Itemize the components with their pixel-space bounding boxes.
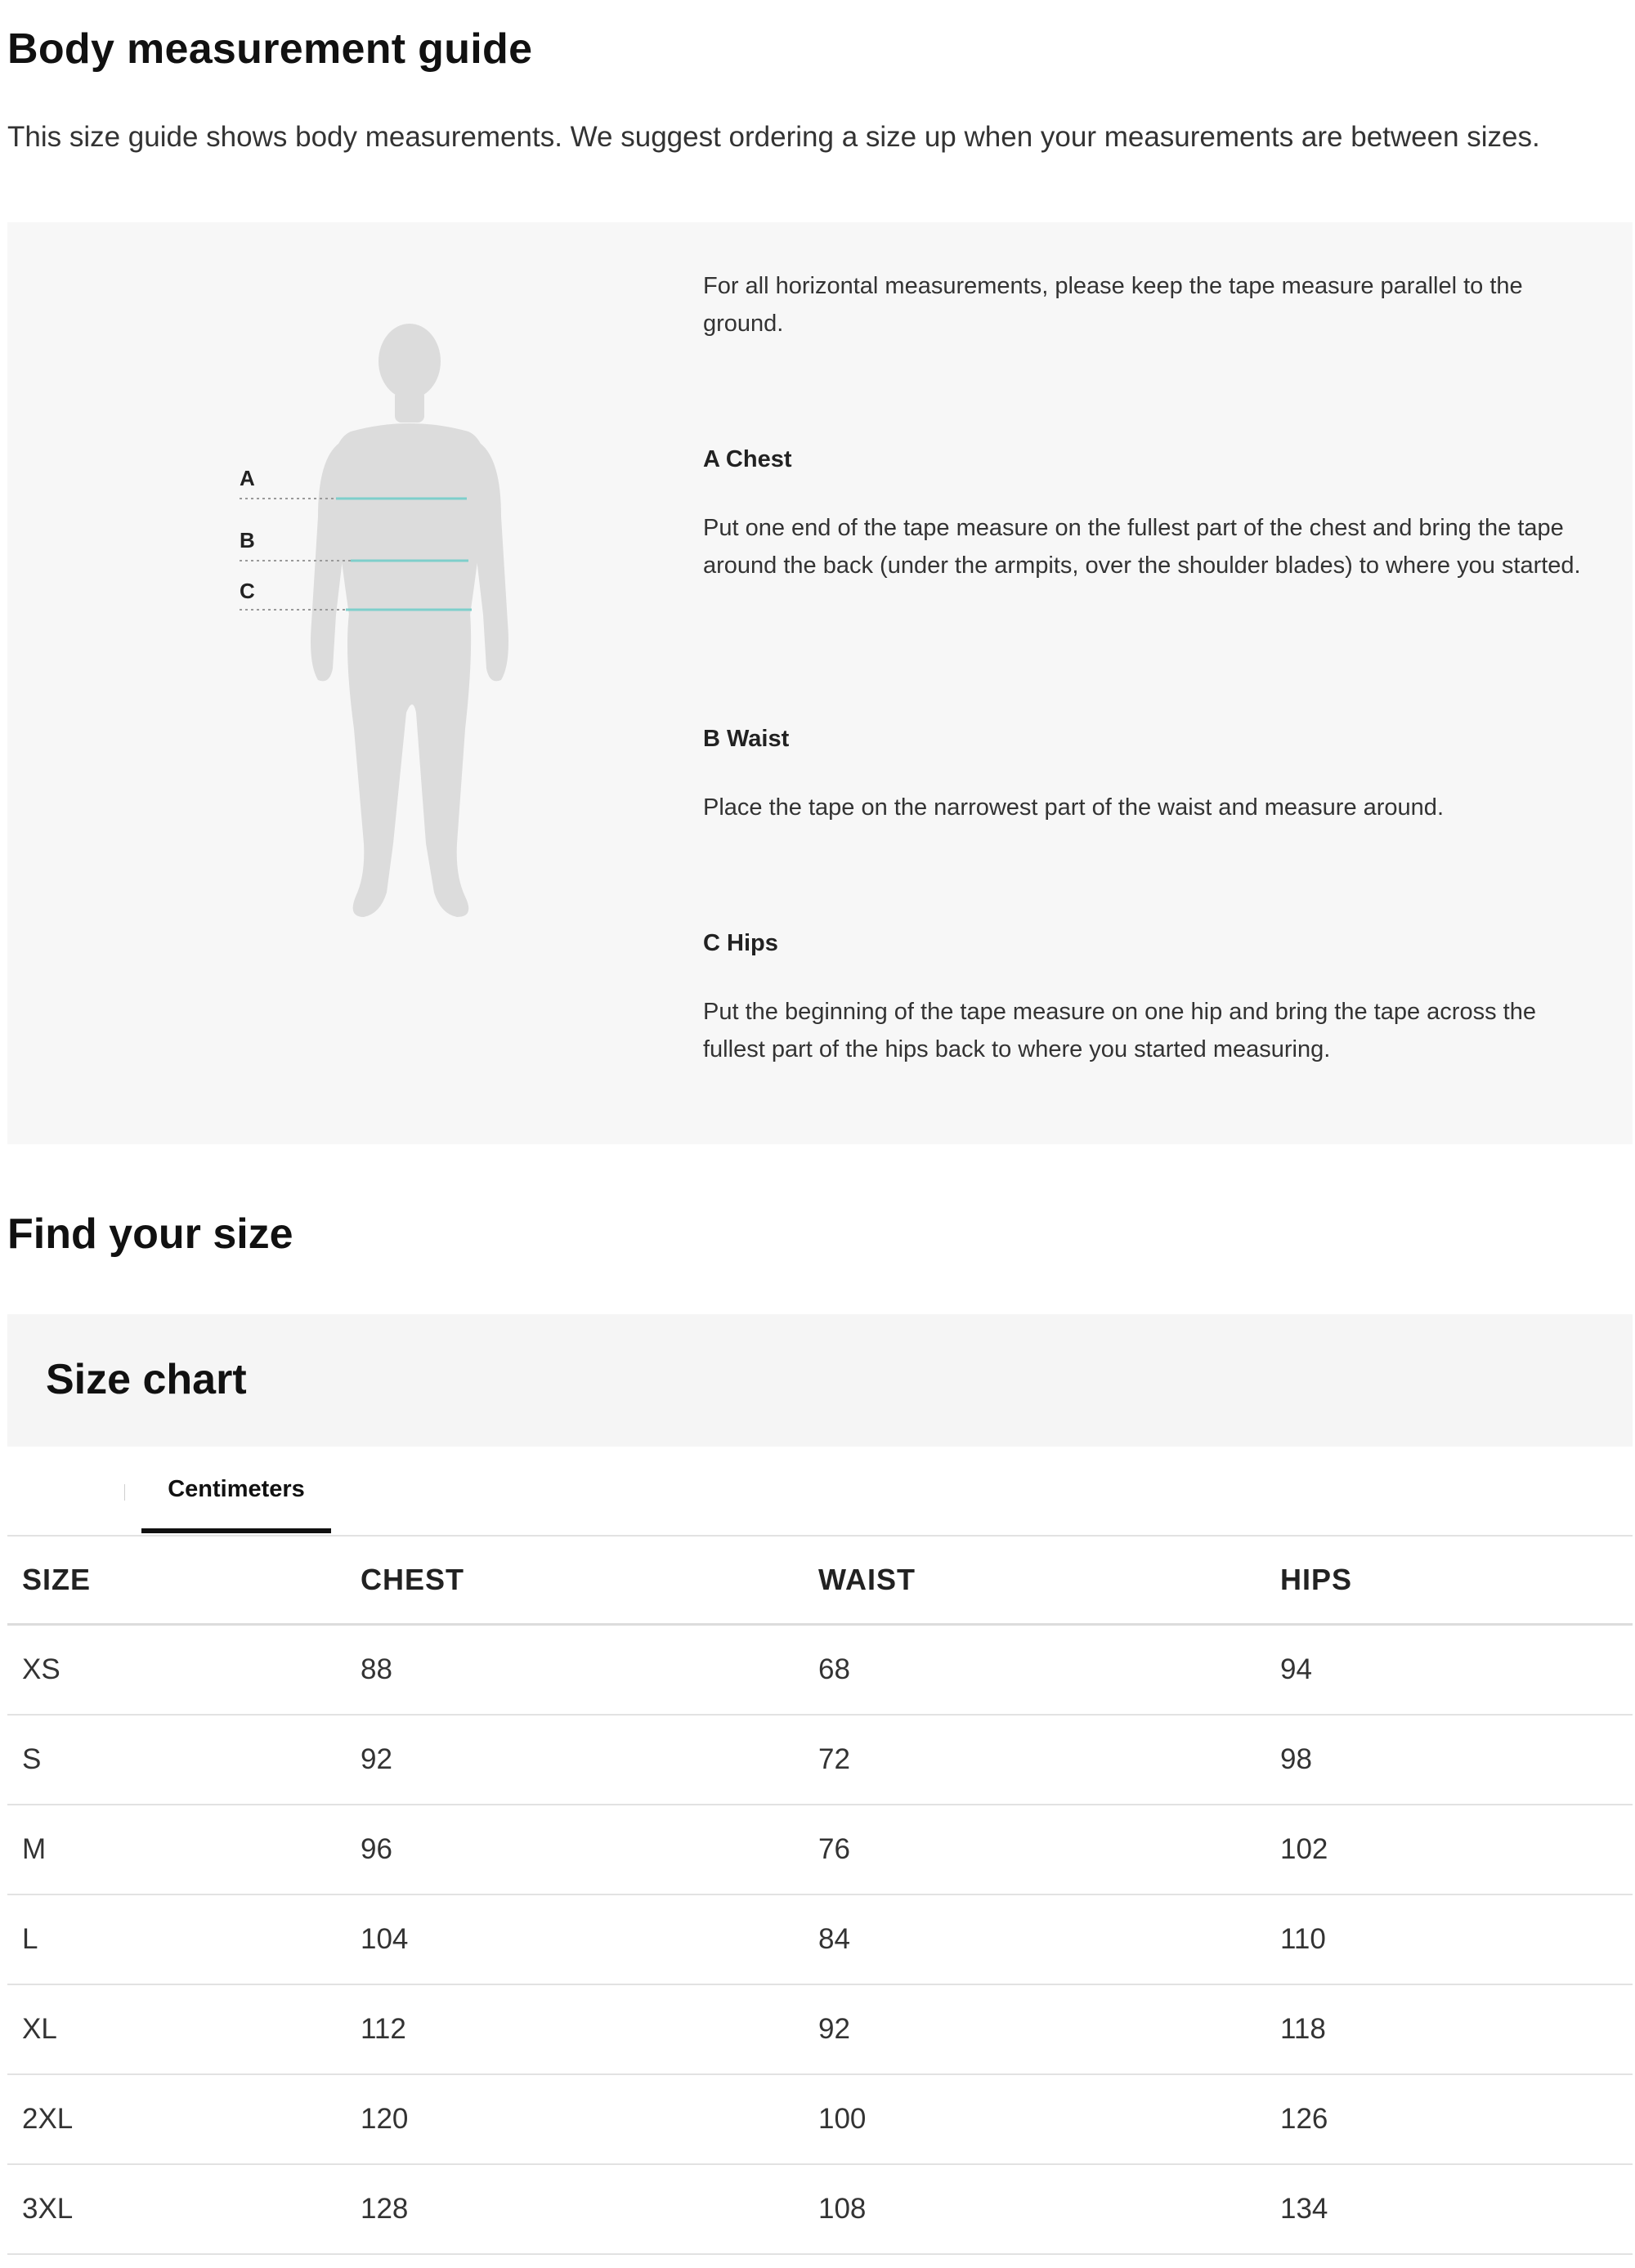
table-row xyxy=(7,2164,1633,2254)
cell-waist: 84 xyxy=(804,1894,1265,1984)
column-header-hips: HIPS xyxy=(1265,1537,1633,1625)
cell-chest: 112 xyxy=(346,1984,804,2074)
cell-size: 3XL xyxy=(7,2164,346,2254)
cell-size: XL xyxy=(7,1984,346,2074)
chest-description: Put one end of the tape measure on the fullest part of the chest and bring the tape around the back (under the armpits, over the shoulder blades) to where you started. xyxy=(703,515,1581,579)
cell-chest: 120 xyxy=(346,2074,804,2164)
cell-waist: 72 xyxy=(804,1715,1265,1805)
table-row xyxy=(7,1805,1633,1894)
cell-chest: 92 xyxy=(346,1715,804,1805)
body-figure xyxy=(220,271,531,942)
figure-label-b: B xyxy=(240,528,255,552)
cell-size: L xyxy=(7,1894,346,1984)
unit-tab-bar xyxy=(7,1447,1633,1537)
cell-hips: 134 xyxy=(1265,2164,1633,2254)
cell-size: XS xyxy=(7,1625,346,1716)
cell-hips: 94 xyxy=(1265,1625,1633,1716)
tab-divider xyxy=(124,1484,125,1501)
cell-size: 2XL xyxy=(7,2074,346,2164)
waist-title: B Waist xyxy=(703,726,790,752)
cell-waist: 108 xyxy=(804,2164,1265,2254)
waist-description: Place the tape on the narrowest part of the waist and measure around. xyxy=(703,794,1444,821)
column-header-chest: CHEST xyxy=(346,1537,804,1625)
cell-waist: 68 xyxy=(804,1625,1265,1716)
tab-centimeters[interactable]: Centimeters xyxy=(141,1447,331,1533)
horizontal-note: For all horizontal measurements, please keep the tape measure parallel to the ground. xyxy=(703,273,1523,337)
table-row xyxy=(7,1715,1633,1805)
cell-waist: 100 xyxy=(804,2074,1265,2164)
size-chart-title: Size chart xyxy=(46,1356,247,1403)
cell-hips: 110 xyxy=(1265,1894,1633,1984)
cell-waist: 92 xyxy=(804,1984,1265,2074)
table-row xyxy=(7,1625,1633,1716)
table-header-row xyxy=(7,1537,1633,1625)
guide-title: Body measurement guide xyxy=(7,25,533,73)
figure-label-c: C xyxy=(240,579,255,603)
body-silhouette-icon xyxy=(220,271,531,942)
table-row xyxy=(7,2074,1633,2164)
cell-size: M xyxy=(7,1805,346,1894)
hips-title: C Hips xyxy=(703,930,778,956)
column-header-waist: WAIST xyxy=(804,1537,1265,1625)
chest-title: A Chest xyxy=(703,446,792,472)
cell-hips: 118 xyxy=(1265,1984,1633,2074)
table-row xyxy=(7,1984,1633,2074)
cell-chest: 96 xyxy=(346,1805,804,1894)
cell-chest: 104 xyxy=(346,1894,804,1984)
column-header-size: SIZE xyxy=(7,1537,346,1625)
cell-chest: 128 xyxy=(346,2164,804,2254)
hips-description: Put the beginning of the tape measure on one hip and bring the tape across the fullest part of the hips back to where you started measuring. xyxy=(703,999,1536,1062)
cell-size: S xyxy=(7,1715,346,1805)
cell-hips: 102 xyxy=(1265,1805,1633,1894)
guide-intro: This size guide shows body measurements. We suggest ordering a size up when your measurements are between sizes. xyxy=(7,121,1540,153)
figure-label-a: A xyxy=(240,466,255,490)
size-chart-header xyxy=(7,1314,1633,1447)
cell-chest: 88 xyxy=(346,1625,804,1716)
cell-hips: 126 xyxy=(1265,2074,1633,2164)
measurement-guide-panel xyxy=(7,222,1633,1144)
size-table xyxy=(7,1537,1633,2255)
find-size-title: Find your size xyxy=(7,1210,293,1258)
table-row xyxy=(7,1894,1633,1984)
cell-waist: 76 xyxy=(804,1805,1265,1894)
cell-hips: 98 xyxy=(1265,1715,1633,1805)
